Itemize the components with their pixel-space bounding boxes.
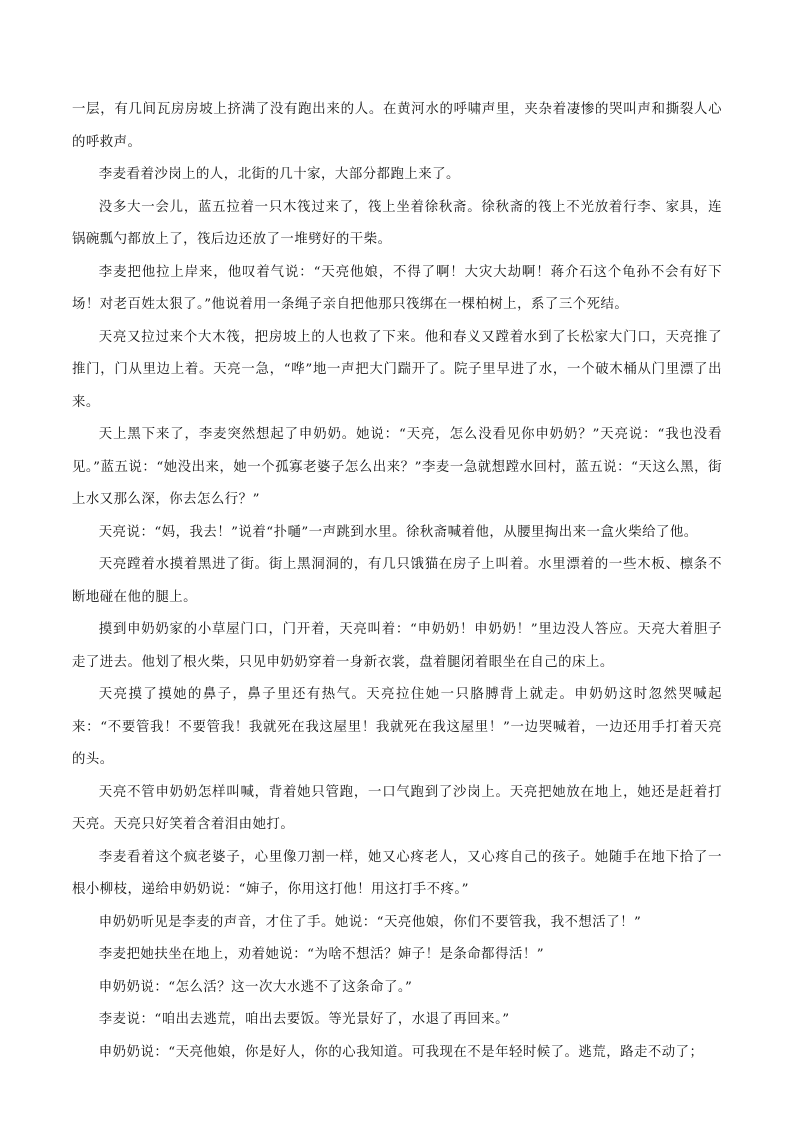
paragraph: 摸到申奶奶家的小草屋门口，门开着，天亮叫着：“申奶奶！申奶奶！”里边没人答应。天亮大着胆子走了进去。他划了根火柴，只见申奶奶穿着一身新衣裳，盘着腿闭着眼坐在自己的床上。 bbox=[72, 622, 722, 670]
paragraph: 天亮不管申奶奶怎样叫喊，背着她只管跑，一口气跑到了沙岗上。天亮把她放在地上，她还是赶着打天亮。天亮只好笑着含着泪由她打。 bbox=[72, 784, 722, 832]
paragraph: 李麦把他拉上岸来，他叹着气说：“天亮他娘，不得了啊！大灾大劫啊！蒋介石这个龟孙不会有好下场！对老百姓太狠了。”他说着用一条绳子亲自把他那只筏绑在一棵柏树上，系了三个死结。 bbox=[72, 264, 722, 312]
paragraph: 李麦说：“咱出去逃荒，咱出去要饭。等光景好了，水退了再回来。” bbox=[98, 1012, 510, 1027]
paragraph: 一层，有几间瓦房房坡上挤满了没有跑出来的人。在黄河水的呼啸声里，夹杂着凄惨的哭叫声和撕裂人心的呼救声。 bbox=[72, 102, 722, 150]
paragraph: 天亮又拉过来个大木筏，把房坡上的人也救了下来。他和春义又蹚着水到了长松家大门口，天亮推了推门，门从里边上着。天亮一急，“哗”地一声把大门踹开了。院子里早进了水，一个破木桶从门里漂了出来。 bbox=[72, 329, 722, 410]
paragraph: 天亮蹚着水摸着黑进了街。街上黑洞洞的，有几只饿猫在房子上叫着。水里漂着的一些木板、檩条不断地碰在他的腿上。 bbox=[72, 557, 722, 605]
paragraph: 天亮摸了摸她的鼻子，鼻子里还有热气。天亮拉住她一只胳膊背上就走。申奶奶这时忽然哭喊起来：“不要管我！不要管我！我就死在我这屋里！我就死在我这屋里！”一边哭喊着，一边还用手打着天亮的头。 bbox=[72, 687, 722, 767]
paragraph: 李麦把她扶坐在地上，劝着她说：“为啥不想活？婶子！是条命都得活！” bbox=[98, 947, 545, 962]
paragraph: 申奶奶说：“怎么活？这一次大水逃不了这条命了。” bbox=[98, 979, 413, 995]
document-page bbox=[72, 94, 722, 1069]
paragraph: 没多大一会儿，蓝五拉着一只木筏过来了，筏上坐着徐秋斋。徐秋斋的筏上不光放着行李、家具，连锅碗瓢勺都放上了，筏后边还放了一堆劈好的干柴。 bbox=[72, 199, 722, 247]
paragraph: 李麦看着沙岗上的人，北街的几十家，大部分都跑上来了。 bbox=[98, 167, 460, 182]
paragraph: 李麦看着这个疯老婆子，心里像刀割一样，她又心疼老人，又心疼自己的孩子。她随手在地下拾了一根小柳枝，递给申奶奶说：“婶子，你用这打他！用这打手不疼。” bbox=[72, 849, 722, 897]
paragraph: 天亮说：“妈，我去！”说着“扑嗵”一声跳到水里。徐秋斋喊着他，从腰里掏出来一盒火柴给了他。 bbox=[98, 524, 698, 540]
paragraph: 申奶奶听见是李麦的声音，才住了手。她说：“天亮他娘，你们不要管我，我不想活了！” bbox=[98, 914, 642, 930]
paragraph: 天上黑下来了，李麦突然想起了申奶奶。她说：“天亮，怎么没看见你申奶奶？”天亮说：“我也没看见。”蓝五说：“她没出来，她一个孤寡老婆子怎么出来？”李麦一急就想蹚水回村，蓝五说：“天这么黑，街上水又那么深，你去怎么行？” bbox=[72, 427, 722, 507]
paragraph: 申奶奶说：“天亮他娘，你是好人，你的心我知道。可我现在不是年轻时候了。逃荒，路走不动了； bbox=[98, 1044, 704, 1060]
